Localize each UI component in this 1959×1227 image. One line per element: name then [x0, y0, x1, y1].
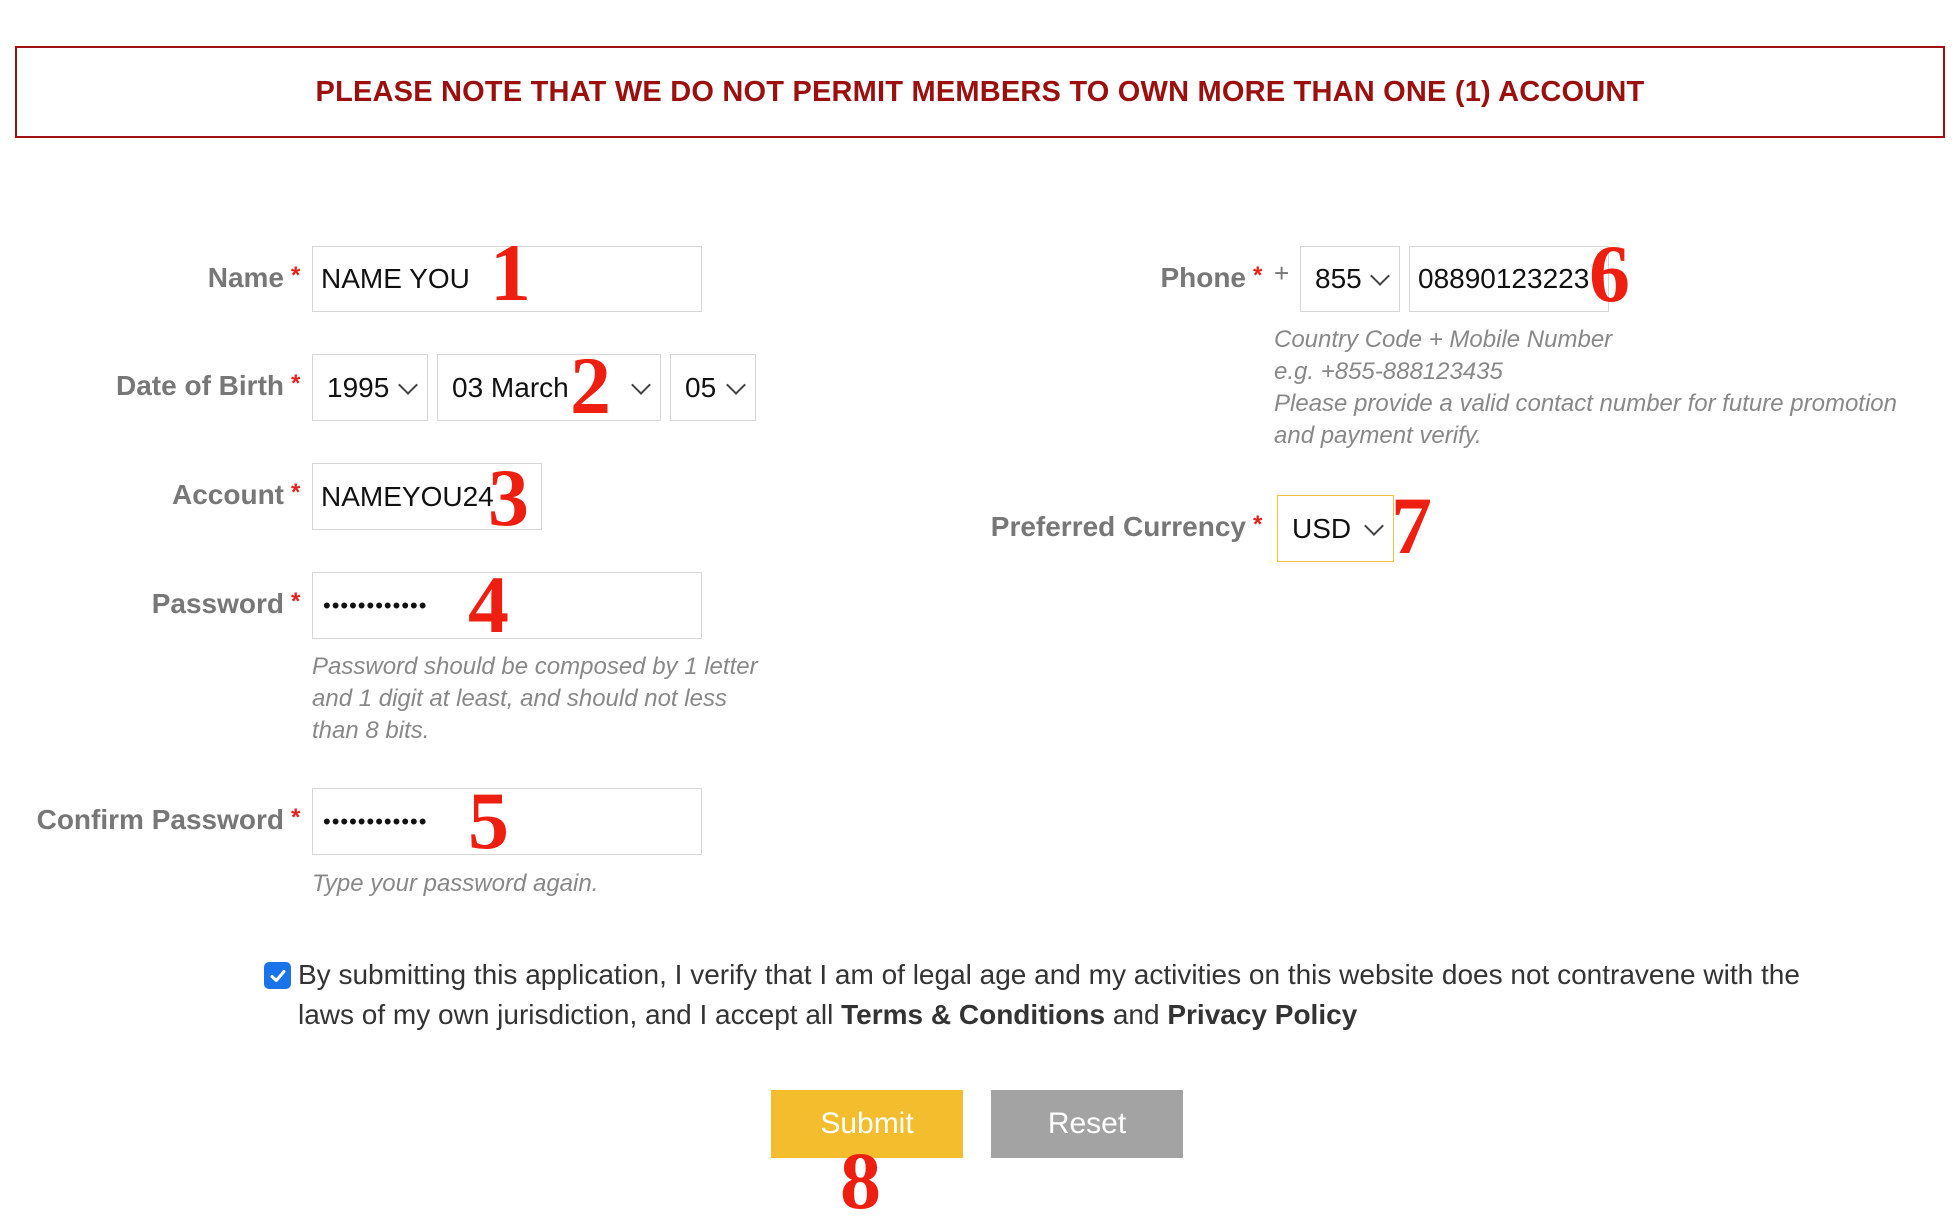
- chevron-down-icon: [398, 375, 418, 395]
- required-star: *: [1253, 262, 1263, 289]
- notice-text: PLEASE NOTE THAT WE DO NOT PERMIT MEMBERS TO OWN MORE THAN ONE (1) ACCOUNT: [315, 75, 1645, 108]
- required-star: *: [291, 804, 301, 831]
- annotation-marker-5: 5: [468, 775, 509, 866]
- dob-day-value: 05: [685, 371, 717, 403]
- phone-hint-line: Country Code + Mobile Number: [1274, 326, 1613, 353]
- dob-label: Date of Birth: [116, 370, 284, 401]
- password-label: Password: [151, 588, 284, 619]
- agreement-and: and: [1105, 999, 1168, 1030]
- password-hint-line: and 1 digit at least, and should not less: [312, 685, 727, 712]
- agreement-text-body: By submitting this application, I verify that I am of legal age and my activities on this website does not contravene with the laws of my own jurisdiction, and I accept all: [298, 959, 1800, 1030]
- annotation-marker-1: 1: [490, 227, 531, 318]
- reset-button[interactable]: Reset: [991, 1090, 1183, 1158]
- required-star: *: [291, 262, 301, 289]
- chevron-down-icon: [1370, 266, 1390, 286]
- currency-select[interactable]: [1277, 495, 1394, 562]
- account-label: Account: [172, 479, 284, 510]
- annotation-marker-2: 2: [570, 340, 611, 431]
- password-hint-line: than 8 bits.: [312, 717, 430, 744]
- phone-plus-sign: +: [1274, 258, 1290, 288]
- checkmark-icon: [268, 966, 288, 986]
- annotation-marker-3: 3: [488, 452, 529, 543]
- dob-year-value: 1995: [327, 371, 390, 403]
- chevron-down-icon: [1364, 516, 1384, 536]
- agree-checkbox[interactable]: [264, 962, 291, 989]
- password-hint: [312, 651, 772, 747]
- required-star: *: [291, 479, 301, 506]
- phone-number-input[interactable]: 08890123223: [1409, 246, 1609, 312]
- phone-hint-line: Please provide a valid contact number for future promotion: [1274, 390, 1898, 417]
- annotation-marker-6: 6: [1589, 228, 1630, 319]
- country-code-value: 855: [1315, 263, 1362, 294]
- dob-month-value: 03 March: [452, 371, 569, 403]
- country-code-select[interactable]: [1300, 246, 1400, 312]
- submit-button[interactable]: Submit: [771, 1090, 963, 1158]
- account-notice-banner: [15, 46, 1945, 138]
- required-star: *: [1253, 511, 1263, 538]
- annotation-marker-7: 7: [1391, 480, 1432, 571]
- phone-hint-line: and payment verify.: [1274, 422, 1482, 449]
- name-input[interactable]: NAME YOU: [312, 246, 702, 312]
- dob-year-select[interactable]: [312, 354, 428, 421]
- required-star: *: [291, 588, 301, 615]
- confirm-password-label: Confirm Password: [36, 804, 284, 835]
- phone-hint: [1274, 324, 1934, 452]
- chevron-down-icon: [631, 375, 651, 395]
- account-input[interactable]: NAMEYOU24: [312, 463, 542, 530]
- confirm-password-input[interactable]: ••••••••••••: [312, 788, 702, 855]
- annotation-marker-4: 4: [468, 559, 509, 650]
- name-label: Name: [207, 262, 284, 293]
- privacy-policy-link[interactable]: Privacy Policy: [1167, 999, 1358, 1030]
- currency-value: USD: [1292, 512, 1352, 544]
- annotation-marker-8: 8: [840, 1135, 881, 1226]
- password-hint-line: Password should be composed by 1 letter: [312, 653, 758, 680]
- dob-day-select[interactable]: [670, 354, 756, 421]
- terms-conditions-link[interactable]: Terms & Conditions: [841, 999, 1106, 1030]
- password-input[interactable]: ••••••••••••: [312, 572, 702, 639]
- phone-hint-line: e.g. +855-888123435: [1274, 358, 1503, 385]
- chevron-down-icon: [726, 375, 746, 395]
- agreement-text: [298, 955, 1818, 1035]
- currency-label: Preferred Currency: [990, 511, 1246, 542]
- required-star: *: [291, 370, 301, 397]
- phone-label: Phone: [1160, 262, 1246, 293]
- dob-month-select[interactable]: [437, 354, 661, 421]
- confirm-password-hint: Type your password again.: [312, 870, 599, 897]
